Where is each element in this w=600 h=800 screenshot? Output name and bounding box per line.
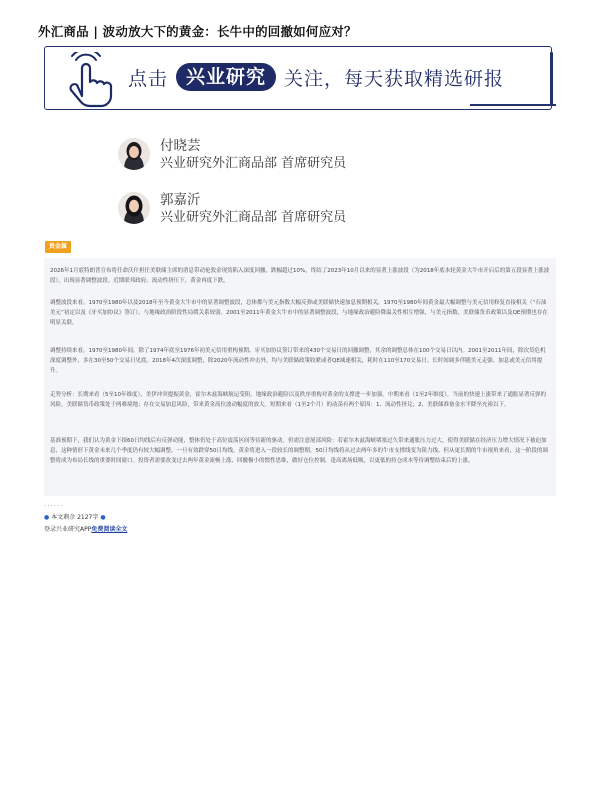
banner-brand-pill[interactable]: 兴业研究 <box>176 63 276 91</box>
author-role: 兴业研究外汇商品部 首席研究员 <box>160 156 347 171</box>
author-name: 郭嘉沂 <box>160 192 201 208</box>
banner-suffix: 关注，每天获取精选研报 <box>284 67 505 90</box>
author-card <box>118 138 418 178</box>
page-title: 外汇商品 | 波动放大下的黄金：长牛中的回撤如何应对？ <box>38 24 357 39</box>
truncation-dots: ······ <box>44 502 64 510</box>
read-full-link[interactable]: 免费阅读全文 <box>91 526 128 533</box>
remaining-prefix: 本文剩余 <box>51 514 76 521</box>
banner-prefix: 点击 <box>128 67 169 90</box>
article-paragraph: 调整波段来看，1970至1980年以及2018年至今黄金大牛市中的显著调整波段，总体都与美元指数大幅反弹或美联储快速加息预期相关，1970至1980年间黄金最大幅调整与美元信用修复直接相关（“石油美元”初定以及《牙买加协议》签订），与地缘政治阶段性局缓关系较弱。2001至2011年黄金大牛市中的显著调整波段，与地缘政治避险降温关性相互增强，与美元指数、美联储货币政策以及QE预期也存在明显关联。 <box>50 300 548 326</box>
remaining-words-note <box>44 512 106 521</box>
login-prompt <box>44 524 127 533</box>
banner-edge-decoration <box>550 52 553 106</box>
article-paragraph: 2026年1月底特朗普宣布将任命沃什担任美联储主席的消息带动伦敦金现货陷入深度回撤，跌幅超过10%，终结了2023年10月以来的显著上涨波段（为2018年底本轮黄金大牛市开启后的第五段显著上涨波段），出现显著调整波段。近期联邦政府、流动性挤压下，黄金再度下跌。 <box>50 268 550 284</box>
category-tag: 贵金属 <box>45 241 71 253</box>
author-avatar <box>118 192 150 224</box>
banner-underline-decoration <box>470 104 556 106</box>
pointing-hand-icon <box>62 52 118 108</box>
article-paragraph: 走势分析：长期来看（5至10年维度），美伊冲突提振黄金，霍尔木兹海峡航运受阻，地缘政治避险以及秩序重构对黄金的支撑进一步加强。中期来看（1至2年维度），当前的快速上涨带来了通胀显著反弹的风险，美联储货币政策处于两难境地；存在交易加息风险，带来黄金高位波动幅度的放大。短期来看（1至2个月）的动荡有两个原因：1、流动性挤兑；2、美联储准备金水平降至充裕以下。 <box>50 392 547 408</box>
author-name: 付晓芸 <box>160 138 201 154</box>
login-prefix: 登录兴业研究APP <box>44 526 92 533</box>
remaining-count: 2127字 <box>77 514 99 521</box>
article-paragraph: 基准预期下，我们认为黄金下探60日均线后有反弹动能，整体仍处于高位震荡区间等待新的驱动。但需注意尾部风险：若霍尔木兹海峡堵塞过久带来通胀压力过大，使得美联储在经济压力增大情况下被迫加息，这种情形下黄金未来几个季度仍有较大幅调整。一旦有效跌穿50日均线，黄金将进入一段较长的调整期，50日均线将从过去两年多的牛市支撑线变为阻力线。但从更长期的牛市视角来看，这一阶段的调整将成为布局长线的重要时间窗口。投资者需要改变过去两年黄金流畅上涨、回撤极小的惯性思维，做好仓位控制，逢高离场低吸，以更低的持仓成本等待调整结束后的上涨。 <box>50 438 549 464</box>
author-avatar <box>118 138 150 170</box>
bullet-icon: ● <box>100 514 106 521</box>
author-role: 兴业研究外汇商品部 首席研究员 <box>160 210 347 225</box>
article-paragraph: 调整持续来看，1970至1980年间，除了1974年底至1976年初美元信用重构预期、牙买加协议签订带来的430个交易日的回撤调整，其余的调整总体在100个交易日以内。2001至2011年间，除次贷危机深度调整外，多在30至50个交易日见底。2018年4次深度调整，除2020年流动性冲击外，均与美联储政策收紧或者QE减速相关，耗时在110至170交易日。长时间调多伴随美元走强、加息或美元信用提升。 <box>50 348 546 374</box>
author-card <box>118 192 418 232</box>
banner-text[interactable] <box>128 62 504 92</box>
bullet-icon: ● <box>44 514 50 521</box>
